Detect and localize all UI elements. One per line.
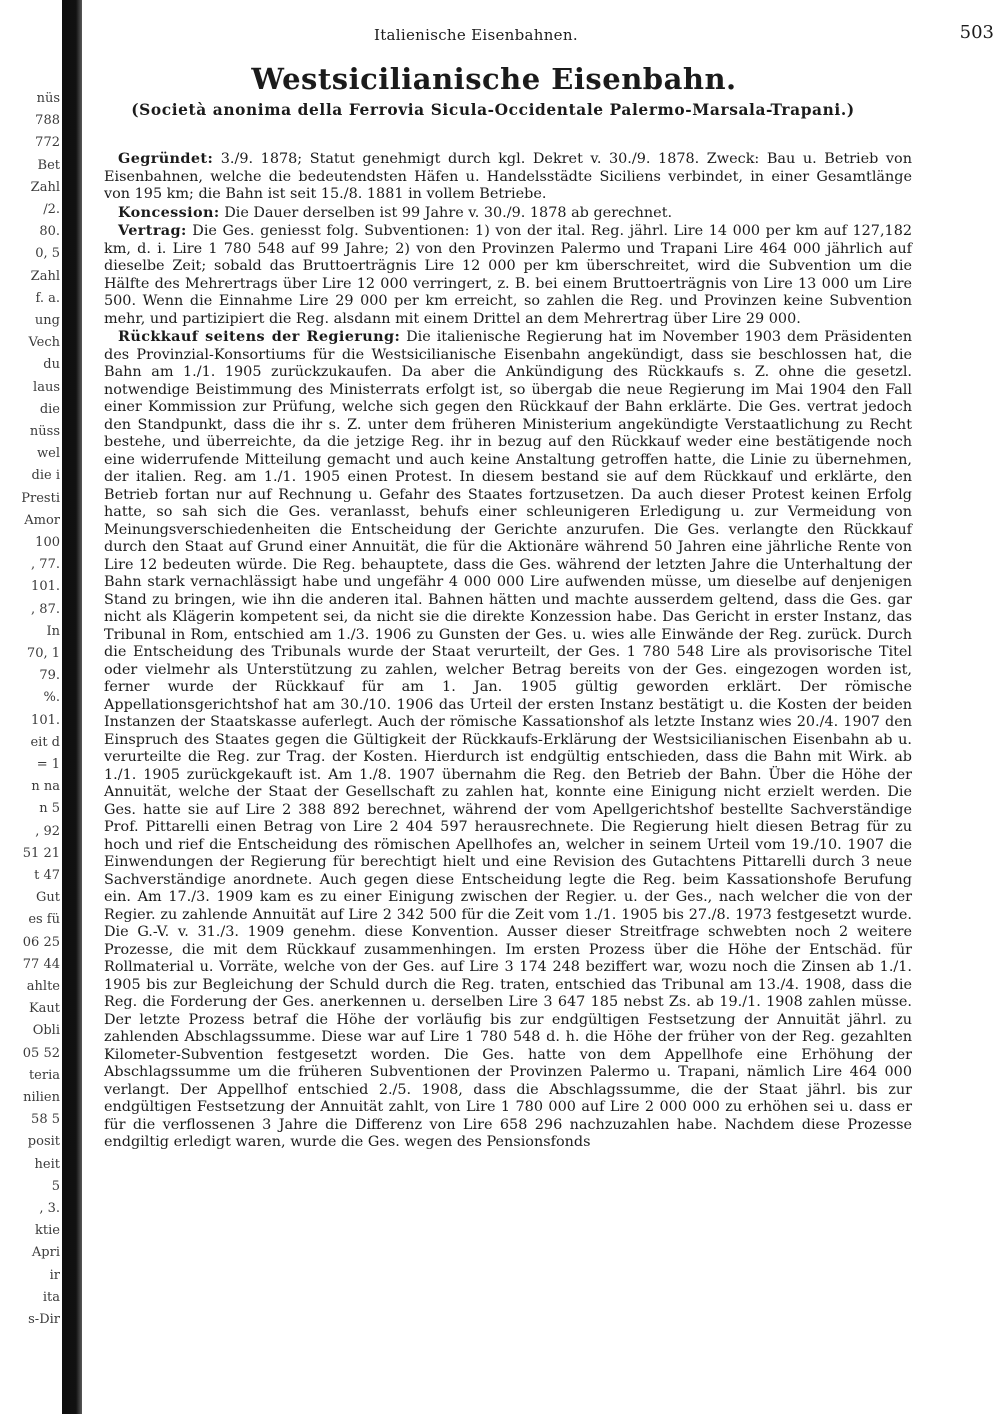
section-lead: Gegründet: — [118, 150, 214, 167]
margin-fragment: , 3. — [39, 1202, 60, 1216]
margin-fragment: 772 — [35, 136, 60, 151]
page-number: 503 — [959, 22, 994, 43]
margin-fragment: Kaut — [28, 1002, 60, 1017]
section-koncession — [104, 204, 912, 223]
book-gutter — [62, 0, 82, 1414]
margin-fragment: posit — [27, 1135, 60, 1150]
adjacent-page-margin — [0, 0, 60, 1414]
article-body — [104, 150, 912, 1152]
margin-fragment: ung — [34, 314, 60, 328]
running-title: Italienische Eisenbahnen. — [374, 26, 578, 44]
margin-fragment: , 77. — [31, 558, 60, 573]
margin-fragment: nilien — [23, 1091, 60, 1105]
margin-fragment: 101. — [31, 713, 60, 728]
margin-fragment: du — [43, 358, 60, 373]
margin-fragment: f. a. — [35, 291, 60, 306]
margin-fragment: Gut — [36, 891, 60, 906]
margin-fragment: Bet — [37, 158, 60, 173]
margin-fragment: s-Dir — [28, 1313, 60, 1327]
margin-fragment: ktie — [35, 1224, 60, 1239]
document-page — [86, 0, 1000, 1414]
margin-fragment: , 92 — [35, 824, 60, 839]
margin-fragment: t 47 — [34, 869, 60, 883]
margin-fragment: 5 — [51, 1179, 60, 1194]
margin-fragment: 05 52 — [22, 1046, 60, 1061]
margin-fragment: es fü — [28, 913, 60, 928]
section-lead: Rückkauf seitens der Regierung: — [118, 328, 401, 345]
margin-fragment: /2. — [43, 203, 60, 217]
section-vertrag — [104, 222, 912, 328]
margin-fragment: 58 5 — [31, 1113, 60, 1128]
margin-fragment: ita — [42, 1290, 60, 1305]
margin-fragment: 101. — [31, 580, 60, 595]
margin-fragment: Vech — [28, 336, 60, 351]
margin-fragment: 80. — [39, 225, 60, 240]
margin-fragment: 51 21 — [22, 846, 60, 861]
margin-fragment: = 1 — [36, 758, 60, 772]
margin-fragment: Zahl — [30, 269, 60, 284]
article-title: Westsicilianische Eisenbahn. — [251, 62, 737, 96]
margin-fragment: die i — [31, 469, 60, 484]
margin-fragment: Amor — [24, 513, 60, 528]
margin-fragment: heit — [34, 1157, 60, 1172]
margin-fragment: , 87. — [31, 602, 60, 617]
section-lead: Koncession: — [118, 203, 220, 221]
margin-fragment: n 5 — [39, 802, 60, 817]
margin-fragment: ahlte — [26, 980, 60, 994]
margin-fragment: %. — [43, 691, 60, 706]
section-rueckkauf — [104, 328, 912, 1152]
margin-fragment: laus — [33, 380, 60, 395]
margin-fragment: teria — [28, 1068, 60, 1083]
margin-fragment: 79. — [39, 669, 60, 684]
section-text: Die Ges. geniesst folg. Subventionen: 1) von der ital. Reg. jährl. Lire 14 000 per km auf 127,182 km, d. i. Lire 1 780 548 auf 99 Jahre; 2) von den Provinzen Palermo und Trapani Lire 464 000 jährlich auf dieselbe Zeit; sobald das Bruttoerträgnis Lire 12 000 per km überschreitet, wird die Subvention um die Hälfte des Mehrertrags über Lire 12 000 verringert, z. B. bei einem Bruttoerträgnis von Lire 13 000 um Lire 500. Wenn die Einnahme Lire 29 000 per km erreicht, so zahlen die Reg. und Provinzen keine Subvention mehr, und partizipiert die Reg. alsdann mit einem Drittel an dem Mehrertrag über Lire 29 000. — [104, 223, 912, 327]
running-header — [86, 22, 994, 50]
margin-fragment: Presti — [21, 491, 60, 506]
margin-fragment: eit d — [30, 735, 60, 750]
margin-fragment: Apri — [31, 1246, 60, 1261]
margin-fragment: 77 44 — [22, 957, 60, 972]
margin-fragment: Zahl — [30, 180, 60, 195]
margin-fragment: nüs — [36, 92, 60, 106]
section-text: 3./9. 1878; Statut genehmigt durch kgl. Dekret v. 30./9. 1878. Zweck: Bau u. Betrieb von Eisenbahnen, welche die bedeutendsten Häfen u. Handelsstädte Siciliens verbindet, in einer Gesamtlänge von 195 km; die Bahn ist seit 15./8. 1881 in vollem Betriebe. — [104, 151, 912, 202]
section-gegruendet — [104, 150, 912, 204]
margin-fragment: In — [46, 624, 60, 639]
article-subtitle: (Società anonima della Ferrovia Sicula-Occidentale Palermo-Marsala-Trapani.) — [131, 101, 855, 119]
margin-fragment: Obli — [32, 1024, 60, 1039]
margin-fragment: 0, 5 — [35, 247, 60, 262]
margin-fragment: 100 — [35, 536, 60, 550]
margin-fragment: wel — [37, 447, 60, 462]
margin-fragment: n na — [31, 780, 60, 795]
margin-fragment: 788 — [35, 114, 60, 129]
margin-fragment: 70, 1 — [26, 647, 60, 661]
margin-fragment: 06 25 — [22, 935, 60, 950]
margin-fragment: nüss — [29, 425, 60, 439]
margin-fragment: ir — [49, 1268, 60, 1283]
margin-fragment: die — [39, 402, 60, 417]
section-lead: Vertrag: — [118, 222, 187, 239]
section-text: Die italienische Regierung hat im November 1903 dem Präsidenten des Provinzial-Konsortiums für die Westsicilianische Eisenbahn angekündigt, dass sie beschlossen hat, die Bahn am 1./1. 1905 zurückzukaufen. Da aber die Ankündigung des Rückkaufs s. Z. ohne die gesetzl. notwendige Beistimmung des Ministerrats erfolgt ist, so übergab die neue Regierung im Mai 1904 den Fall einer Kommission zur Prüfung, welche sich gegen den Rückkauf der Bahn erklärte. Die Ges. vertrat jedoch den Standpunkt, dass die ihr s. Z. unter dem früheren Ministerium angekündigte Verstaatlichung zu Recht bestehe, und überreichte, da die jetzige Reg. ihr in bezug auf den Rückkauf weder eine bestätigende noch eine widerrufende Mitteilung gemacht und auch keine Anstaltung getroffen hatte, die Linie zu übernehmen, der italien. Reg. am 1./1. 1905 einen Protest. In diesem bestand sie auf dem Rückkauf und erklärte, den Betrieb fortan nur auf Rechnung u. Gefahr des Staates fortzusetzen. Da auch dieser Protest keinen Erfolg hatte, so sah sich die Ges. veranlasst, behufs einer schleunigeren Erledigung u. zur Vermeidung von Meinungsverschiedenheiten die Entscheidung der Gerichte anzurufen. Die Ges. verlangte den Rückkauf durch den Staat auf Grund einer Annuität, die für die Aktionäre während 50 Jahren eine jährliche Rente von Lire 12 bedeuten würde. Die Reg. behauptete, dass die Ges. während der letzten Jahre die Unterhaltung der Bahn stark vernachlässigt habe und ungefähr 4 000 000 Lire aufwenden müsse, um dieselbe auf denjenigen Stand zu bringen, wie ihn die anderen ital. Bahnen hätten und machte ausserdem geltend, dass die Ges. gar nicht als Klägerin kompetent sei, da nicht sie die direkte Konzession habe. Das Gericht in erster Instanz, das Tribunal in Rom, entschied am 1./3. 1906 zu Gunsten der Ges. u. wies alle Einwände der Reg. zurück. Durch die Entscheidung des Tribunals wurde der Staat verurteilt, der Ges. 1 780 548 Lire als provisorische Titel oder vielmehr als Unterstützung zu zahlen, welcher Betrag bereits von der Ges. eingezogen worden ist, ferner wurde der Rückkauf für am 1. Jan. 1905 gültig geworden erklärt. Der römische Appellationsgerichtshof hat am 30./10. 1906 das Urteil der ersten Instanz bestätigt u. die Kosten der beiden Instanzen der Staatskasse auferlegt. Auch der römische Kassationshof als letzte Instanz wies 20./4. 1907 den Einspruch des Staates gegen die Gültigkeit der Rückkaufs-Erklärung der Westsicilianischen Eisenbahn ab u. verurteilte die Reg. zur Trag. der Kosten. Hierdurch ist endgültig entschieden, dass die Bahn mit Wirk. ab 1./1. 1905 zurückgekauft ist. Am 1./8. 1907 übernahm die Reg. den Betrieb der Bahn. Über die Höhe der Annuität, welche der Staat der Gesellschaft zu zahlen hat, konnte eine Einigung nicht erzielt werden. Die Ges. hatte sie auf Lire 2 388 892 berechnet, während der vom Apellgerichtshof bestellte Sachverständige Prof. Pittarelli einen Betrag von Lire 2 404 597 herausrechnete. Die Regierung hielt diesen Betrag für zu hoch und rief die Entscheidung des römischen Apellhofes an, welcher in seinem Urteil vom 19./10. 1907 die Einwendungen der Regierung für berechtigt hielt und eine Revision des Gutachtens Pittarelli durch 3 neue Sachverständige anordnete. Auch gegen diese Entscheidung legte die Reg. beim Kassationshofe Berufung ein. Am 17./3. 1909 kam es zu einer Einigung zwischen der Regier. u. der Ges., nach welcher die von der Regier. zu zahlende Annuität auf Lire 2 342 500 für die Zeit vom 1./1. 1905 bis 27./8. 1973 festgesetzt wurde. Die G.-V. v. 31./3. 1909 genehm. diese Konvention. Ausser dieser Streitfrage schwebten noch 2 weitere Prozesse, die mit dem Rückkauf zusammenhingen. Im ersten Prozess über die Höhe der Entschäd. für Rollmaterial u. Vorräte, welche von der Ges. auf Lire 3 174 248 beziffert war, wozu noch die Zinsen ab 1./1. 1905 bis zur Begleichung der Schuld durch die Reg. traten, entschied das Tribunal am 13./4. 1908, dass die Reg. die Forderung der Ges. anerkennen u. derselben Lire 3 647 185 nebst Zs. ab 19./1. 1908 zahlen müsse. Der letzte Prozess betraf die Höhe der vorläufig bis zur endgültigen Festsetzung der Annuität jährl. zu zahlenden Abschlagssumme. Diese war auf Lire 1 780 548 d. h. die Höhe der früher von der Reg. gezahlten Kilometer-Subvention festgesetzt worden. Die Ges. hatte von dem Appellhofe eine Erhöhung der Abschlagssumme um die früheren Subventionen der Provinzen Palermo u. Trapani, nämlich Lire 464 000 verlangt. Der Appellhof entschied 2./5. 1908, dass die Abschlagssumme, die der Staat jährl. bis zur endgültigen Festsetzung der Annuität zahlt, von Lire 1 780 000 auf Lire 2 000 000 zu erhöhen sei u. dass er für die verflossenen 3 Jahre die Differenz von Lire 658 296 nachzuzahlen habe. Nachdem diese Prozesse endgiltig erledigt waren, wurde die Ges. wegen des Pensionsfonds — [104, 329, 913, 1150]
section-text: Die Dauer derselben ist 99 Jahre v. 30./9. 1878 ab gerechnet. — [224, 204, 673, 221]
